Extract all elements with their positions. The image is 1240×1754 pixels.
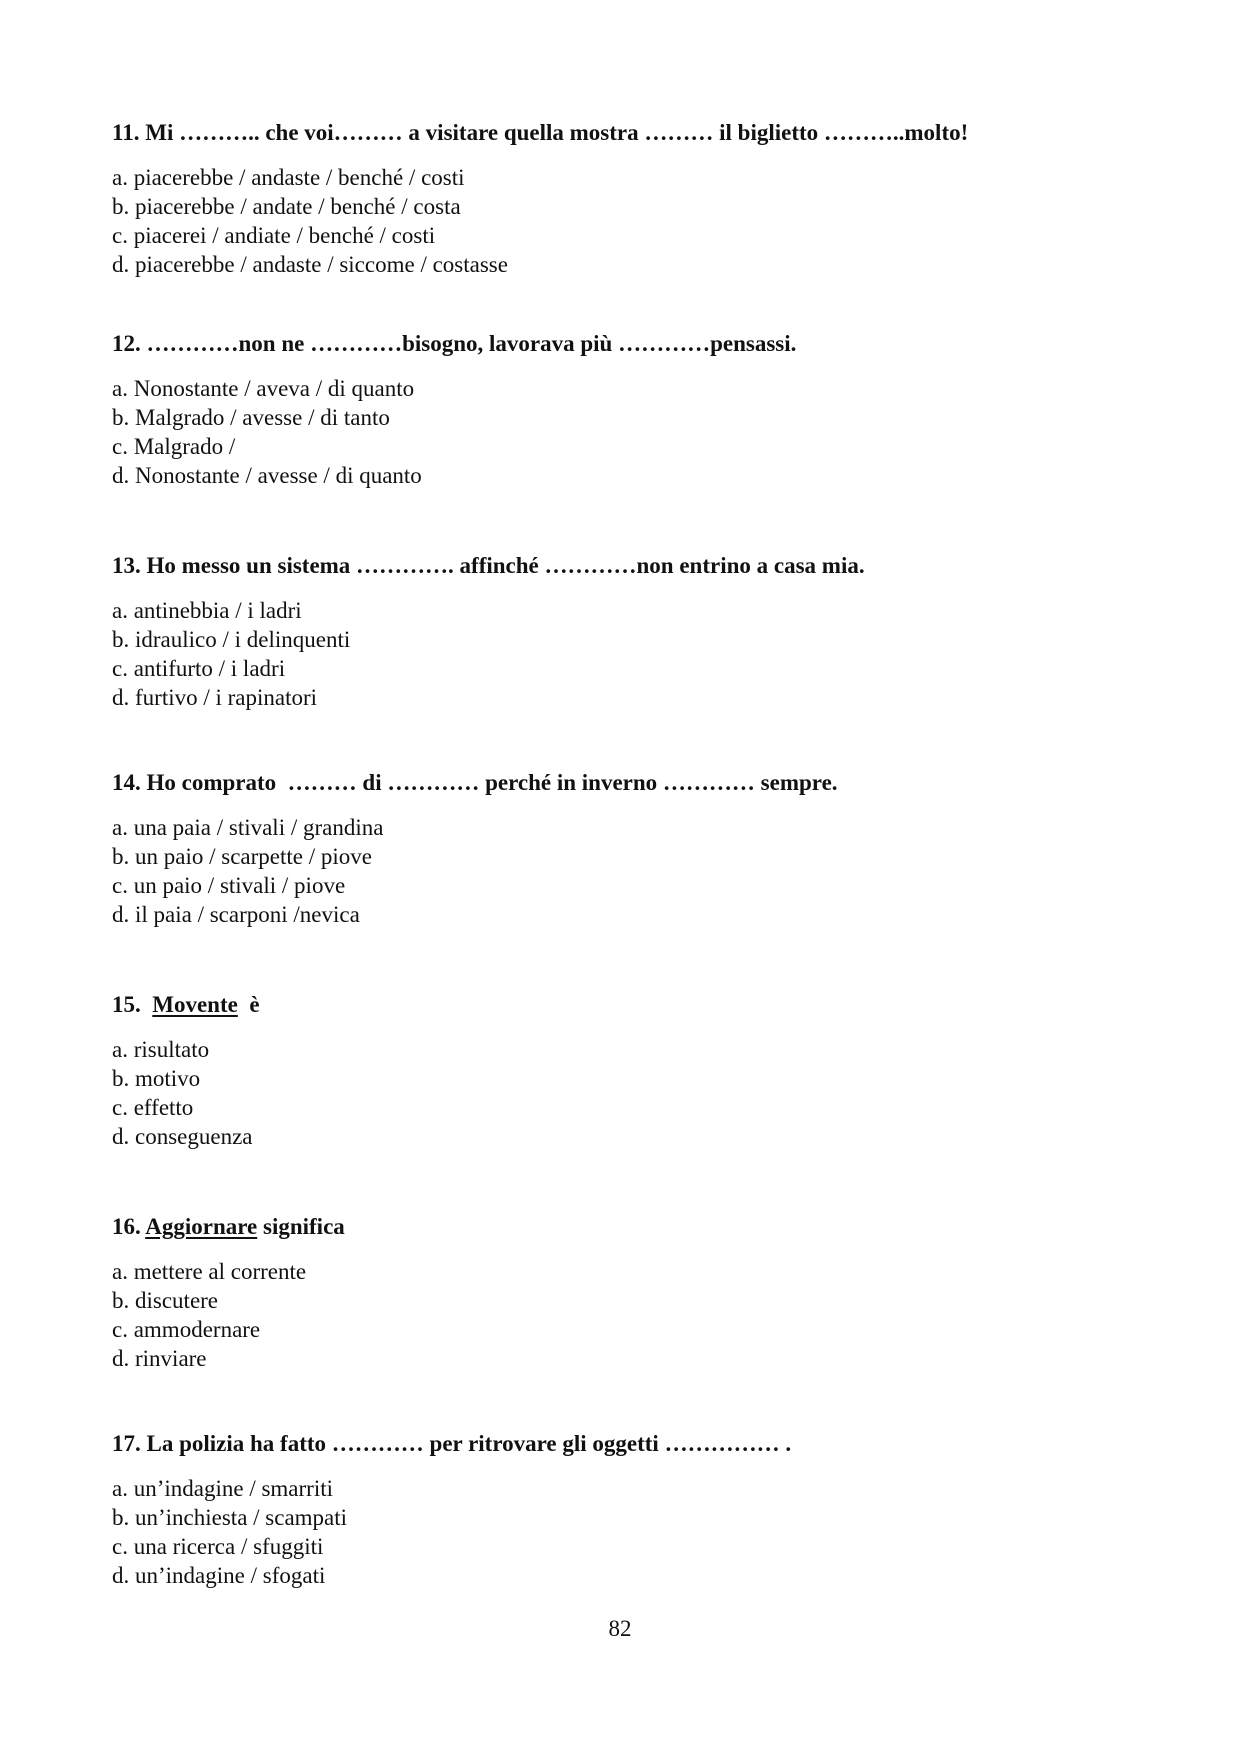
- option-d: d. conseguenza: [112, 1124, 253, 1149]
- option-c: c. un paio / stivali / piove: [112, 873, 346, 898]
- question-stem: Ho comprato ……… di ………… perché in inverno ………… sempre.: [140, 770, 838, 795]
- option-b: b. piacerebbe / andate / benché / costa: [112, 194, 461, 219]
- question-15: [112, 990, 1122, 1151]
- option-a: a. risultato: [112, 1037, 210, 1062]
- option-b: b. discutere: [112, 1288, 219, 1313]
- answer-options: [112, 1474, 1122, 1590]
- question-stem: Ho messo un sistema …………. affinché …………non entrino a casa mia.: [140, 553, 865, 578]
- question-number: 13.: [112, 553, 141, 578]
- answer-options: [112, 1035, 1122, 1151]
- option-d: d. un’indagine / sfogati: [112, 1563, 326, 1588]
- question-11-text: [112, 118, 1122, 147]
- option-d: d. il paia / scarponi /nevica: [112, 902, 360, 927]
- underlined-term: Aggiornare: [145, 1214, 258, 1239]
- option-d: d. furtivo / i rapinatori: [112, 685, 318, 710]
- question-17-text: [112, 1429, 1122, 1458]
- question-number: 15.: [112, 992, 141, 1017]
- option-d: d. rinviare: [112, 1346, 207, 1371]
- option-a: a. piacerebbe / andaste / benché / costi: [112, 165, 465, 190]
- question-number: 12.: [112, 331, 141, 356]
- option-c: c. piacerei / andiate / benché / costi: [112, 223, 436, 248]
- question-stem: …………non ne …………bisogno, lavorava più …………pensassi.: [140, 331, 797, 356]
- question-16: [112, 1212, 1122, 1373]
- option-a: a. Nonostante / aveva / di quanto: [112, 376, 415, 401]
- question-number: 16.: [112, 1214, 141, 1239]
- option-b: b. un paio / scarpette / piove: [112, 844, 372, 869]
- question-stem: La polizia ha fatto ………… per ritrovare gli oggetti …………… .: [140, 1431, 792, 1456]
- option-a: a. mettere al corrente: [112, 1259, 307, 1284]
- question-17: [112, 1429, 1122, 1590]
- option-c: c. ammodernare: [112, 1317, 261, 1342]
- option-a: a. un’indagine / smarriti: [112, 1476, 333, 1501]
- question-12: [112, 329, 1122, 490]
- question-number: 11.: [112, 120, 140, 145]
- question-11: [112, 118, 1122, 279]
- question-12-text: [112, 329, 1122, 358]
- option-b: b. Malgrado / avesse / di tanto: [112, 405, 390, 430]
- question-stem: significa: [257, 1214, 345, 1239]
- underlined-term: Movente: [152, 992, 238, 1017]
- option-c: c. Malgrado /: [112, 434, 236, 459]
- option-d: d. piacerebbe / andaste / siccome / costasse: [112, 252, 508, 277]
- answer-options: [112, 596, 1122, 712]
- question-13-text: [112, 551, 1122, 580]
- question-stem: Mi ……….. che voi……… a visitare quella mostra ……… il biglietto ………..molto!: [139, 120, 969, 145]
- option-c: c. effetto: [112, 1095, 194, 1120]
- option-b: b. idraulico / i delinquenti: [112, 627, 351, 652]
- question-15-text: [112, 990, 1122, 1019]
- option-d: d. Nonostante / avesse / di quanto: [112, 463, 422, 488]
- question-number: 17.: [112, 1431, 141, 1456]
- answer-options: [112, 813, 1122, 929]
- answer-options: [112, 374, 1122, 490]
- option-a: a. una paia / stivali / grandina: [112, 815, 384, 840]
- question-spacer: [141, 992, 153, 1017]
- question-number: 14.: [112, 770, 141, 795]
- option-c: c. antifurto / i ladri: [112, 656, 286, 681]
- question-16-text: [112, 1212, 1122, 1241]
- page-number: 82: [608, 1616, 632, 1641]
- question-13: [112, 551, 1122, 712]
- option-a: a. antinebbia / i ladri: [112, 598, 302, 623]
- option-c: c. una ricerca / sfuggiti: [112, 1534, 324, 1559]
- question-stem: è: [237, 992, 260, 1017]
- answer-options: [112, 163, 1122, 279]
- answer-options: [112, 1257, 1122, 1373]
- question-14-text: [112, 768, 1122, 797]
- option-b: b. motivo: [112, 1066, 201, 1091]
- question-14: [112, 768, 1122, 929]
- option-b: b. un’inchiesta / scampati: [112, 1505, 348, 1530]
